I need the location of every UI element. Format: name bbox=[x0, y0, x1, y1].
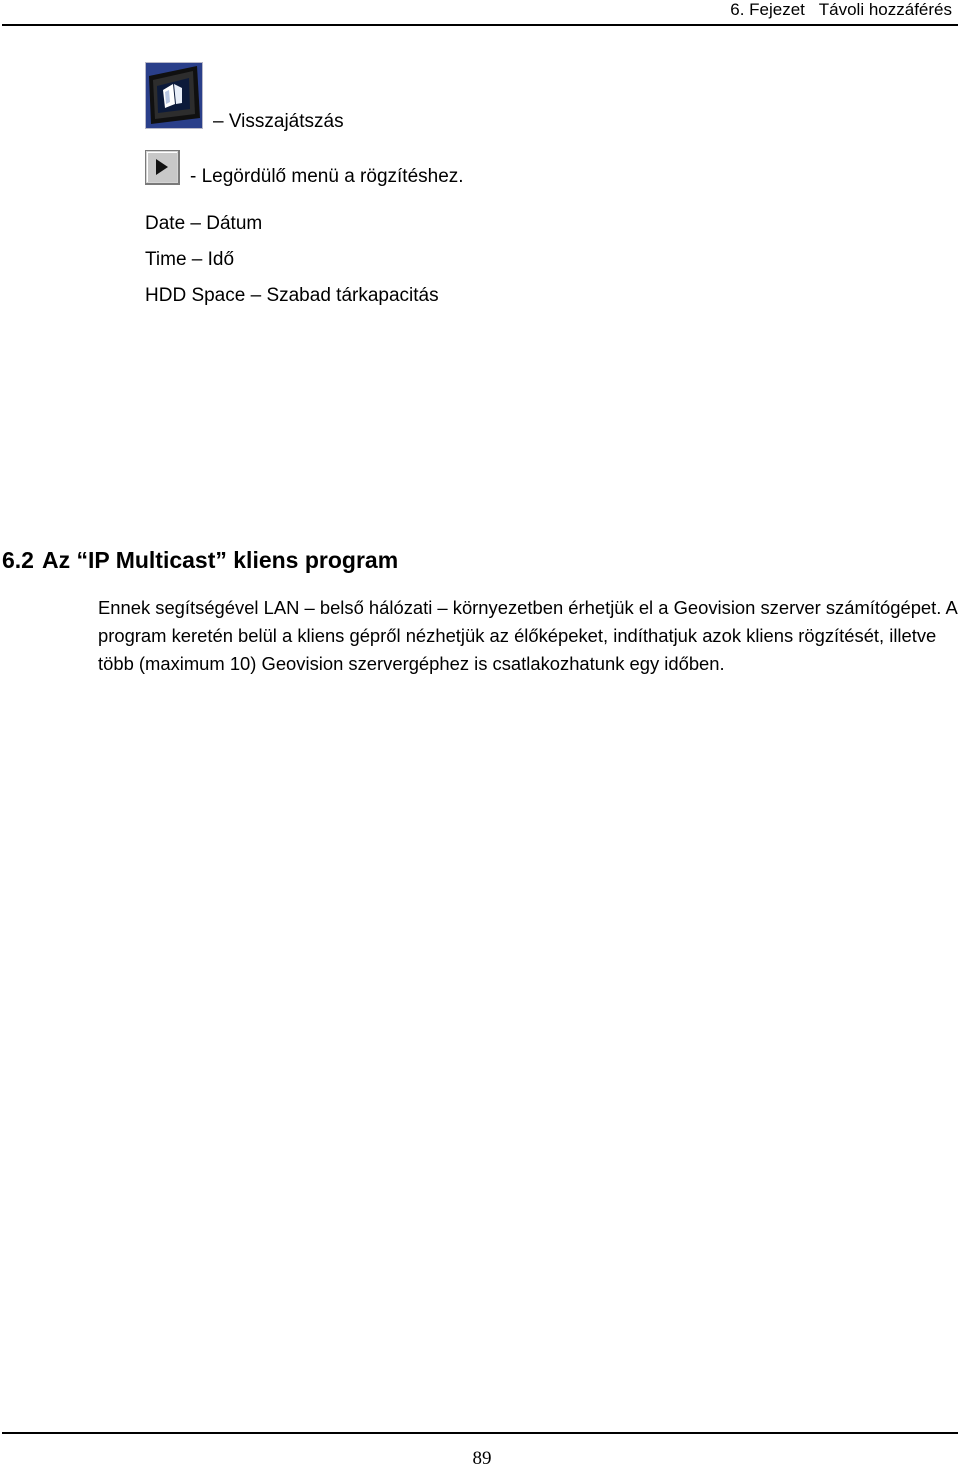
date-label: Date – Dátum bbox=[145, 213, 263, 234]
header-divider bbox=[2, 24, 958, 26]
dropdown-label: - Legördülő menü a rögzítéshez. bbox=[190, 166, 464, 187]
playback-label: – Visszajátszás bbox=[213, 111, 344, 132]
hdd-space-label: HDD Space – Szabad tárkapacitás bbox=[145, 285, 439, 306]
page-header bbox=[0, 0, 960, 27]
chapter-title: Távoli hozzáférés bbox=[818, 0, 952, 19]
playback-icon bbox=[145, 62, 203, 129]
section-heading bbox=[2, 546, 398, 574]
footer-divider bbox=[2, 1432, 958, 1434]
page-number: 89 bbox=[472, 1448, 492, 1469]
time-label: Time – Idő bbox=[145, 249, 235, 270]
play-arrow-icon bbox=[145, 150, 180, 185]
section-number: 6.2 bbox=[2, 547, 34, 573]
chapter-number: 6. Fejezet bbox=[730, 0, 805, 19]
section-paragraph: Ennek segítségével LAN – belső hálózati – környezetben érhetjük el a Geovision szerver számítógépet. A program keretén belül a kliens gépről nézhetjük az élőképeket, indíthatjuk azok kliens rögzítését, illetve több (maximum 10) Geovision szervergéphez is csatlakozhatunk egy időben. bbox=[98, 597, 957, 674]
running-header bbox=[730, 0, 952, 20]
section-title: Az “IP Multicast” kliens program bbox=[41, 547, 399, 573]
